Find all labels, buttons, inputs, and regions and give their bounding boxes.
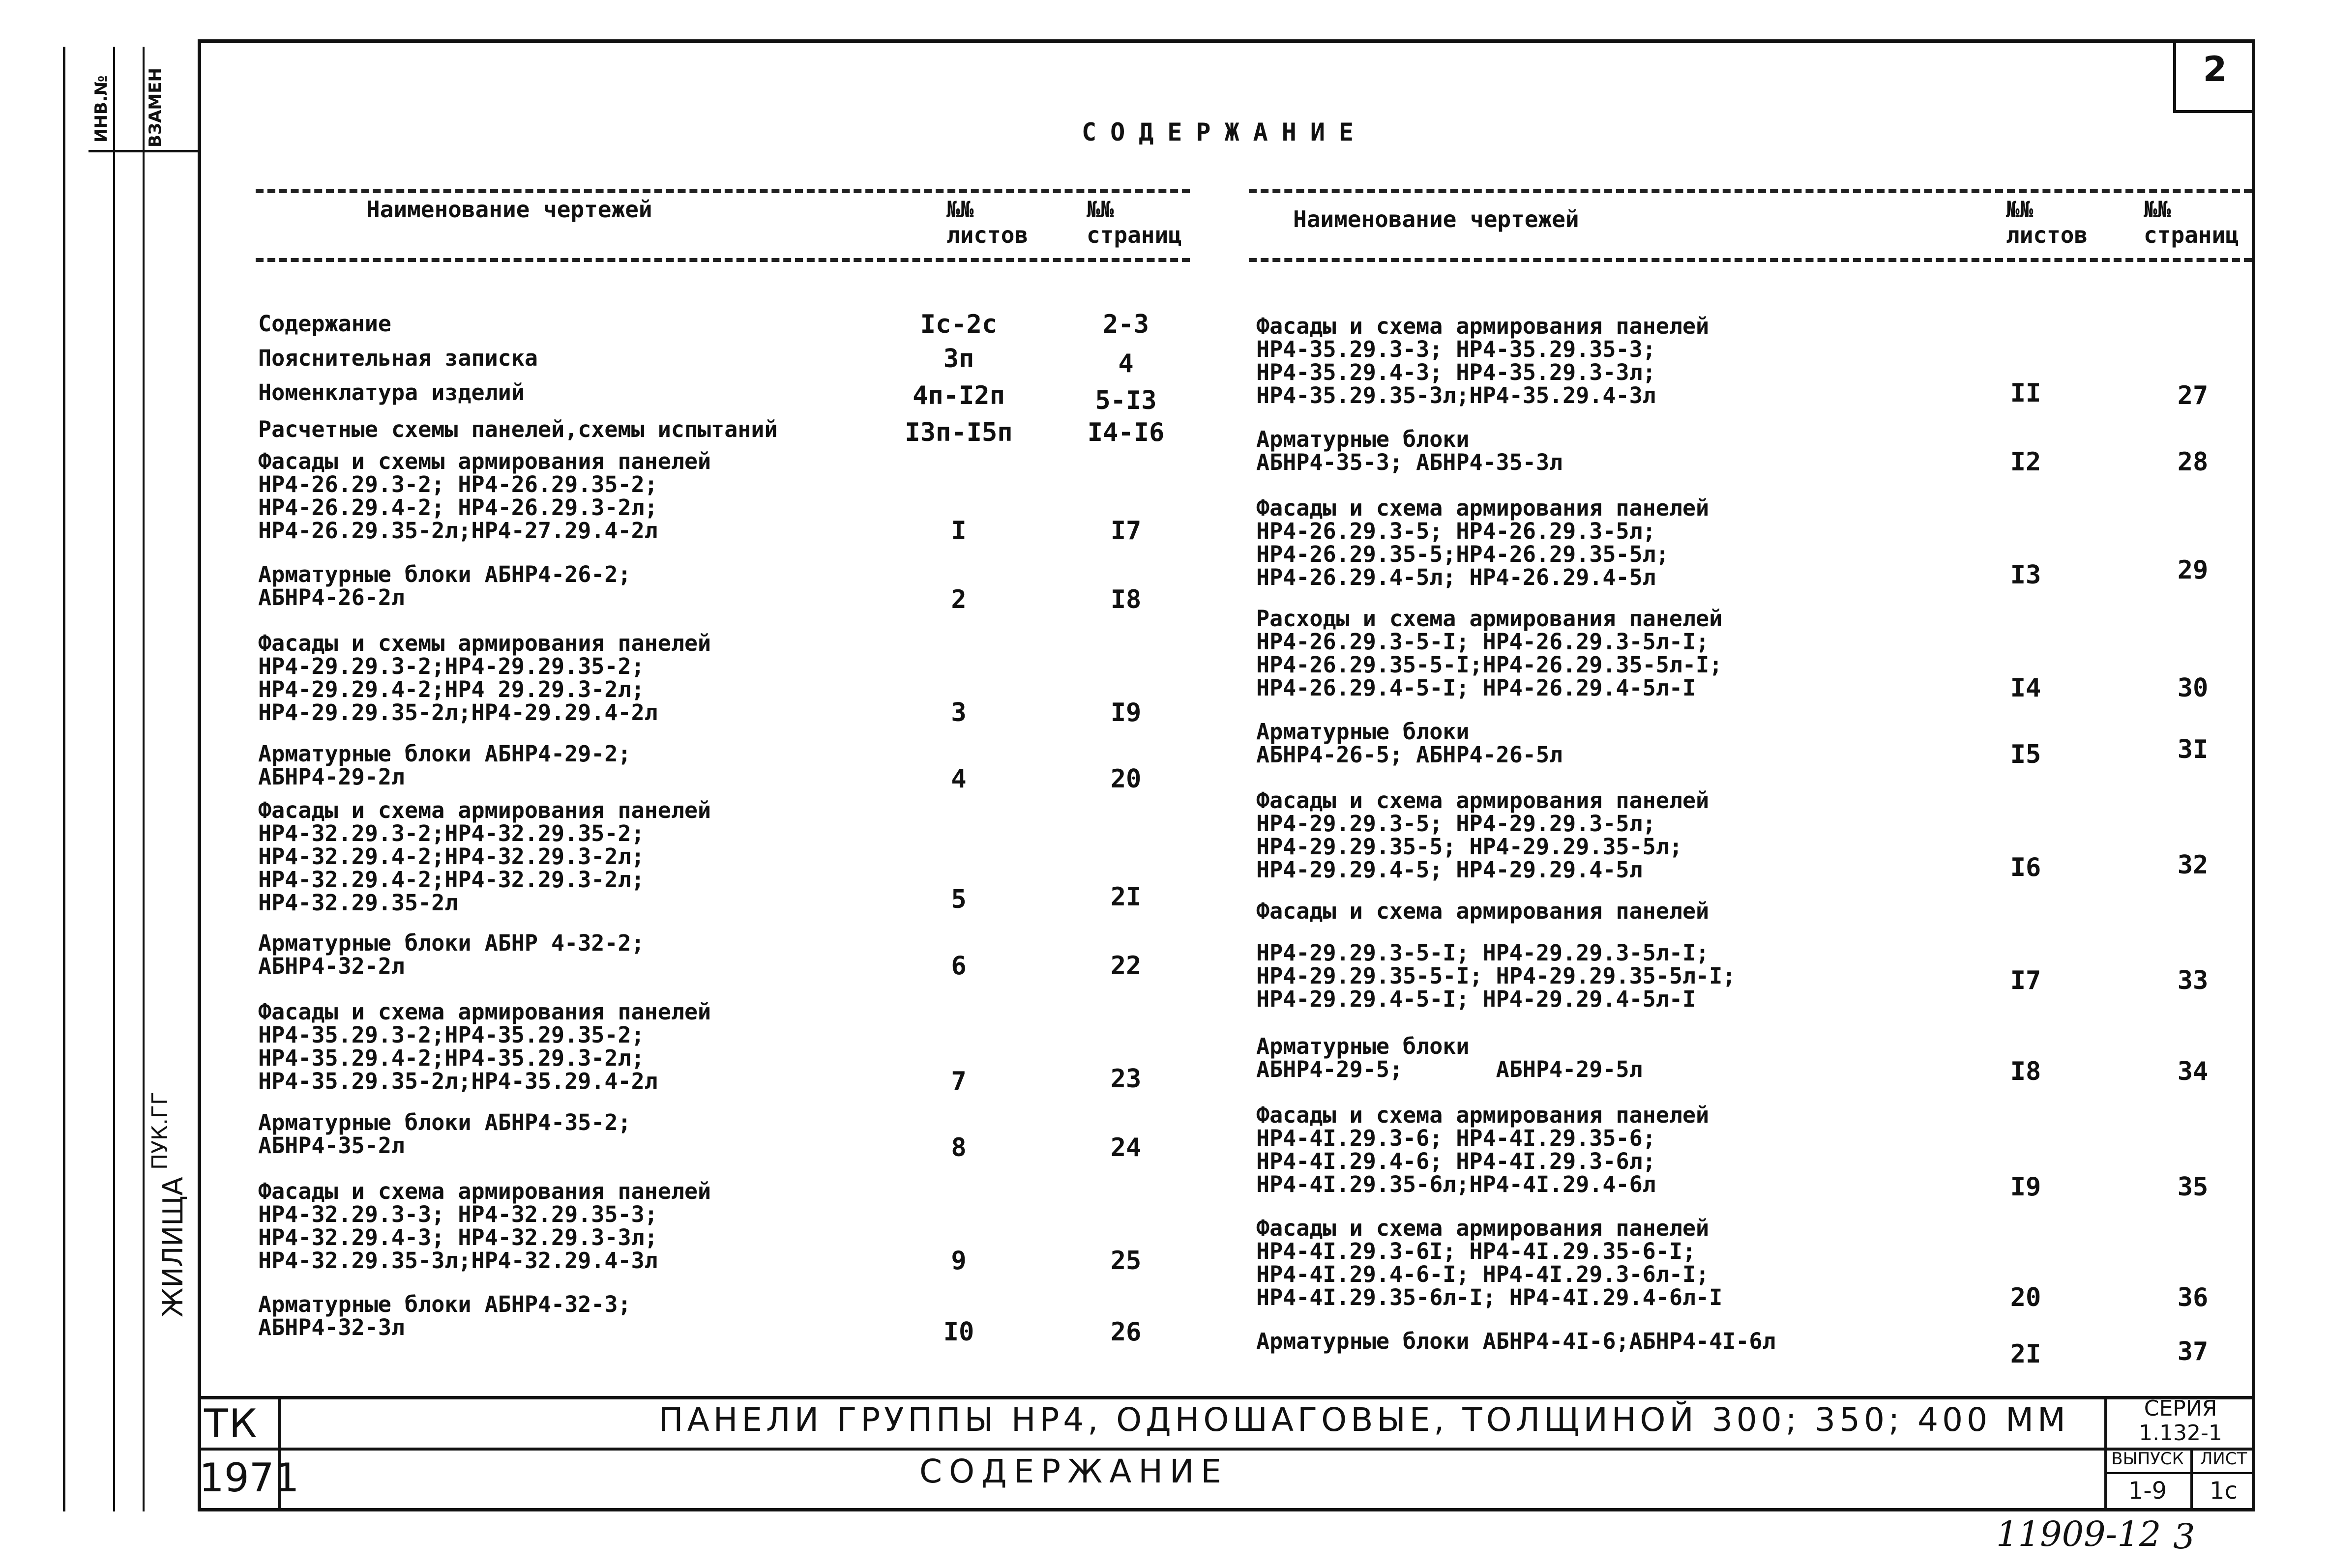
stamp-issue-value: 1-9 (2128, 1477, 2167, 1505)
left-pages-6: I8 (1110, 585, 1142, 614)
right-pages-1: 27 (2177, 381, 2209, 410)
right-entry-1: Фасады и схема армирования панелей НР4-35.29.3-3; НР4-35.29.35-3; НР4-35.29.4-3; НР4-35.29.3-3л; НР4-35.29.35-3л;НР4-35.29.4-3л (1256, 313, 1710, 408)
right-pages-11: 36 (2177, 1283, 2209, 1312)
left-entry-1: Содержание (258, 311, 391, 337)
page-number: 2 (2203, 49, 2227, 89)
right-sheets-2: I2 (2010, 447, 2041, 477)
side-label-sign: ПУК.ГГ (147, 1092, 173, 1170)
right-entry-8: НР4-29.29.3-5-I; НР4-29.29.3-5л-I; НР4-29.29.35-5-I; НР4-29.29.35-5л-I; НР4-29.29.4-5-I; НР4-29.29.4-5л-I (1256, 940, 1736, 1012)
left-margin-line (63, 47, 65, 1511)
stamp-series-value: 1.132-1 (2139, 1421, 2222, 1446)
right-sheets-11: 20 (2010, 1283, 2041, 1312)
stamp-main-title: ПАНЕЛИ ГРУППЫ НР4, ОДНОШАГОВЫЕ, ТОЛЩИНОЙ 300; 350; 400 ММ (659, 1401, 2069, 1439)
left-pages-12: 24 (1110, 1133, 1142, 1162)
right-pages-4: 30 (2177, 673, 2209, 703)
right-sheets-8: I7 (2010, 966, 2041, 995)
left-sheets-4: I3п-I5п (905, 418, 1013, 447)
stamp-top-line (198, 1396, 2255, 1399)
side-label-author: ЖИЛИЩА (157, 1177, 189, 1317)
header-dash-bottom-left (256, 258, 1190, 262)
header-left-pages: №№ страниц (1087, 196, 1182, 248)
right-entry-11: Фасады и схема армирования панелей НР4-4I.29.3-6I; НР4-4I.29.35-6-I; НР4-4I.29.4-6-I; НР4-4I.29.3-6л-I; НР4-4I.29.35-6л-I; НР4-4I.29.4-6л-I (1256, 1215, 1723, 1310)
header-left-name: Наименование чертежей (366, 196, 652, 223)
right-entry-2: Арматурные блоки АБНР4-35-3; АБНР4-35-3л (1256, 426, 1563, 475)
right-entry-7: Фасады и схема армирования панелей (1256, 898, 1710, 924)
right-entry-3: Фасады и схема армирования панелей НР4-26.29.3-5; НР4-26.29.3-5л; НР4-26.29.35-5;НР4-26.29.35-5л; НР4-26.29.4-5л; НР4-26.29.4-5л (1256, 495, 1710, 590)
stamp-subtitle: СОДЕРЖАНИЕ (919, 1452, 1229, 1490)
page-title: СОДЕРЖАНИЕ (1082, 118, 1368, 146)
right-entry-6: Фасады и схема армирования панелей НР4-29.29.3-5; НР4-29.29.3-5л; НР4-29.29.35-5; НР4-29.29.35-5л; НР4-29.29.4-5; НР4-29.29.4-5л (1256, 787, 1710, 883)
header-right-sheets: №№ листов (2006, 196, 2088, 248)
left-entry-8: Арматурные блоки АБНР4-29-2; АБНР4-29-2л (258, 741, 631, 790)
left-entry-11: Фасады и схема армирования панелей НР4-35.29.3-2;НР4-35.29.35-2; НР4-35.29.4-2;НР4-35.29.3-2л; НР4-35.29.35-2л;НР4-35.29.4-2л (258, 999, 711, 1094)
right-sheets-4: I4 (2010, 673, 2041, 703)
side-label-replace: ВЗАМЕН (146, 68, 165, 147)
left-sheets-9: 5 (951, 885, 967, 914)
left-pages-1: 2-3 (1103, 310, 1149, 339)
stamp-issue-line (2104, 1472, 2255, 1474)
left-pages-7: I9 (1110, 698, 1142, 727)
left-sheets-14: I0 (943, 1317, 974, 1347)
header-right-name: Наименование чертежей (1293, 206, 1579, 232)
left-entry-4: Расчетные схемы панелей,схемы испытаний (258, 416, 778, 442)
left-entry-7: Фасады и схемы армирования панелей НР4-29.29.3-2;НР4-29.29.35-2; НР4-29.29.4-2;НР4 29.29.3-2л; НР4-29.29.35-2л;НР4-29.29.4-2л (258, 630, 711, 726)
left-pages-14: 26 (1110, 1317, 1142, 1347)
left-sheets-11: 7 (951, 1067, 967, 1096)
left-pages-5: I7 (1110, 516, 1142, 546)
left-margin-line-2 (113, 47, 115, 1511)
left-margin-line-3 (143, 47, 145, 1511)
left-sheets-5: I (951, 516, 967, 546)
left-sheets-13: 9 (951, 1246, 967, 1276)
right-pages-9: 34 (2177, 1057, 2209, 1086)
right-sheets-5: I5 (2010, 740, 2041, 769)
right-pages-10: 35 (2177, 1172, 2209, 1202)
left-sheets-7: 3 (951, 698, 967, 727)
stamp-sheet-value: 1с (2210, 1477, 2238, 1505)
header-right-pages: №№ страниц (2144, 196, 2239, 248)
stamp-series-label: СЕРИЯ (2144, 1396, 2217, 1421)
handwritten-page: 3 (2173, 1516, 2195, 1557)
left-pages-3: 5-I3 (1095, 386, 1157, 415)
left-pages-9: 2I (1110, 882, 1142, 912)
right-entry-4: Расходы и схема армирования панелей НР4-26.29.3-5-I; НР4-26.29.3-5л-I; НР4-26.29.35-5-I;НР4-26.29.35-5л-I; НР4-26.29.4-5-I; НР4-26.29.4-5л-I (1256, 606, 1723, 701)
left-pages-4: I4-I6 (1087, 418, 1165, 447)
left-sheets-8: 4 (951, 764, 967, 794)
left-pages-2: 4 (1118, 349, 1134, 378)
stamp-issue-label: ВЫПУСК (2111, 1449, 2184, 1469)
left-sheets-6: 2 (951, 585, 967, 614)
right-sheets-9: I8 (2010, 1057, 2041, 1086)
right-entry-10: Фасады и схема армирования панелей НР4-4I.29.3-6; НР4-4I.29.35-6; НР4-4I.29.4-6; НР4-4I.29.3-6л; НР4-4I.29.35-6л;НР4-4I.29.4-6л (1256, 1102, 1710, 1197)
left-entry-12: Арматурные блоки АБНР4-35-2; АБНР4-35-2л (258, 1109, 631, 1159)
header-dash-bottom-right (1249, 258, 2252, 262)
stamp-tk: ТК (204, 1401, 258, 1447)
stamp-mid-line (198, 1448, 2255, 1451)
stamp-sheet-label: ЛИСТ (2200, 1449, 2247, 1469)
right-pages-8: 33 (2177, 966, 2209, 995)
left-sheets-10: 6 (951, 951, 967, 981)
left-sheets-1: Iс-2с (920, 310, 998, 339)
left-entry-13: Фасады и схема армирования панелей НР4-32.29.3-3; НР4-32.29.35-3; НР4-32.29.4-3; НР4-32.29.3-3л; НР4-32.29.35-3л;НР4-32.29.4-3л (258, 1178, 711, 1274)
left-pages-11: 23 (1110, 1064, 1142, 1094)
left-pages-13: 25 (1110, 1246, 1142, 1276)
header-dash-top-left (256, 189, 1190, 193)
left-pages-10: 22 (1110, 951, 1142, 981)
handwritten-code: 11909-12 (1996, 1514, 2161, 1554)
right-sheets-1: II (2010, 378, 2041, 408)
right-entry-9: Арматурные блоки АБНР4-29-5; АБНР4-29-5л (1256, 1033, 1643, 1082)
left-entry-5: Фасады и схемы армирования панелей НР4-26.29.3-2; НР4-26.29.35-2; НР4-26.29.4-2; НР4-26.29.3-2л; НР4-26.29.35-2л;НР4-27.29.4-2л (258, 448, 711, 544)
right-entry-5: Арматурные блоки АБНР4-26-5; АБНР4-26-5л (1256, 719, 1563, 768)
left-entry-10: Арматурные блоки АБНР 4-32-2; АБНР4-32-2л (258, 930, 645, 979)
header-left-sheets: №№ листов (946, 196, 1029, 248)
left-sheets-2: 3п (943, 344, 974, 374)
left-sheets-3: 4п-I2п (913, 381, 1005, 410)
right-sheets-10: I9 (2010, 1172, 2041, 1202)
right-pages-5: 3I (2177, 735, 2209, 764)
right-sheets-12: 2I (2010, 1339, 2041, 1369)
right-pages-3: 29 (2177, 555, 2209, 585)
left-entry-9: Фасады и схема армирования панелей НР4-32.29.3-2;НР4-32.29.35-2; НР4-32.29.4-2;НР4-32.29.3-2л; НР4-32.29.4-2;НР4-32.29.3-2л; НР4-32.29.35-2л (258, 797, 711, 916)
header-dash-top-right (1249, 189, 2252, 193)
left-pages-8: 20 (1110, 764, 1142, 794)
side-box-bottom (88, 150, 198, 152)
right-pages-2: 28 (2177, 447, 2209, 477)
side-label-inv: ИНВ.№ (91, 75, 111, 143)
right-entry-12: Арматурные блоки АБНР4-4I-6;АБНР4-4I-6л (1256, 1328, 1776, 1354)
right-pages-12: 37 (2177, 1337, 2209, 1366)
stamp-year: 1971 (199, 1455, 299, 1501)
left-entry-6: Арматурные блоки АБНР4-26-2; АБНР4-26-2л (258, 561, 631, 610)
right-pages-6: 32 (2177, 850, 2209, 880)
left-entry-2: Пояснительная записка (258, 345, 538, 371)
right-sheets-6: I6 (2010, 853, 2041, 882)
left-entry-14: Арматурные блоки АБНР4-32-3; АБНР4-32-3л (258, 1291, 631, 1340)
left-sheets-12: 8 (951, 1133, 967, 1162)
right-sheets-3: I3 (2010, 560, 2041, 590)
left-entry-3: Номенклатура изделий (258, 379, 525, 406)
